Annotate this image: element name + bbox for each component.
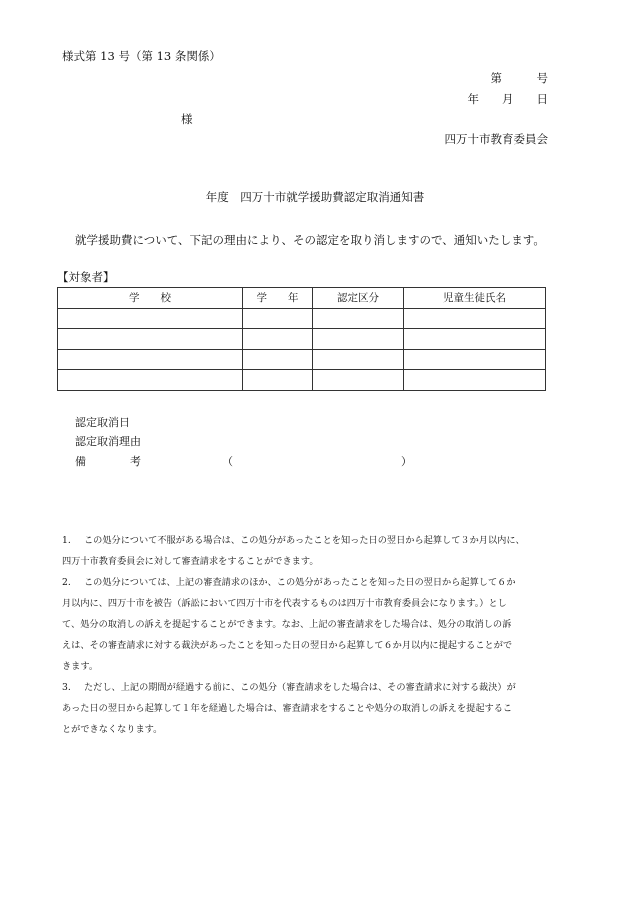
table-cell[interactable] [313, 370, 404, 391]
note-text-line: ただし、上記の期間が経過する前に、この処分（審査請求をした場合は、その審査請求に対する裁決）が [84, 682, 516, 693]
document-intro: 就学援助費について、下記の理由により、その認定を取り消しますので、通知いたします。 [75, 233, 545, 247]
column-header-school: 学 校 [58, 288, 243, 309]
note-text-line: この処分については、上記の審査請求のほか、この処分があったことを知った日の翌日から起算して６か [84, 577, 516, 588]
date-line: 年 月 日 [467, 92, 548, 106]
note-text-line: 四万十市教育委員会に対して審査請求をすることができます。 [62, 556, 319, 567]
note-item [62, 572, 562, 677]
cancel-reason-label: 認定取消理由 [75, 435, 141, 448]
table-cell[interactable] [313, 349, 404, 370]
remarks-open-paren: （ [222, 455, 233, 468]
column-header-student-name: 児童生徒氏名 [404, 288, 546, 309]
note-item [62, 530, 562, 572]
note-text-line: 月以内に、四万十市を被告（訴訟において四万十市を代表するものは四万十市教育委員会になります。）とし [62, 598, 507, 609]
table-cell[interactable] [58, 349, 243, 370]
table-row [58, 349, 546, 370]
issuer-name: 四万十市教育委員会 [444, 132, 548, 146]
table-row [58, 370, 546, 391]
target-table [57, 287, 546, 391]
notes-section [62, 530, 562, 740]
target-section-label: 【対象者】 [57, 270, 115, 284]
form-number: 様式第 13 号（第 13 条関係） [62, 49, 221, 63]
note-text-line: きます。 [62, 661, 99, 672]
table-cell[interactable] [243, 308, 313, 329]
table-cell[interactable] [404, 329, 546, 350]
table-cell[interactable] [404, 349, 546, 370]
table-cell[interactable] [243, 370, 313, 391]
table-cell[interactable] [58, 308, 243, 329]
document-title: 年度 四万十市就学援助費認定取消通知書 [205, 190, 425, 204]
column-header-category: 認定区分 [313, 288, 404, 309]
table-cell[interactable] [58, 329, 243, 350]
remarks-label: 備 考 [75, 455, 141, 468]
document-number-line: 第 号 [490, 71, 548, 85]
table-cell[interactable] [313, 329, 404, 350]
table-header-row [58, 288, 546, 309]
note-text-line: とができなくなります。 [62, 724, 163, 735]
table-cell[interactable] [313, 308, 404, 329]
note-number: 1. [62, 535, 71, 546]
table-cell[interactable] [58, 370, 243, 391]
note-text-line: て、処分の取消しの訴えを提起することができます。なお、上記の審査請求をした場合は、処分の取消しの訴 [62, 619, 512, 630]
remarks-close-paren: ） [401, 455, 412, 468]
recipient-honorific: 様 [181, 112, 193, 126]
table-row [58, 329, 546, 350]
note-number: 2. [62, 577, 71, 588]
column-header-grade: 学 年 [243, 288, 313, 309]
note-text-line: この処分について不服がある場合は、この処分があったことを知った日の翌日から起算して３か月以内に、 [84, 535, 525, 546]
table-cell[interactable] [404, 308, 546, 329]
table-cell[interactable] [404, 370, 546, 391]
cancel-date-label: 認定取消日 [75, 416, 130, 429]
table-cell[interactable] [243, 349, 313, 370]
table-row [58, 308, 546, 329]
note-item [62, 677, 562, 740]
note-number: 3. [62, 682, 71, 693]
note-text-line: あった日の翌日から起算して１年を経過した場合は、審査請求をすることや処分の取消しの訴えを提起するこ [62, 703, 513, 714]
table-cell[interactable] [243, 329, 313, 350]
note-text-line: えは、その審査請求に対する裁決があったことを知った日の翌日から起算して６か月以内に提起することがで [62, 640, 513, 651]
